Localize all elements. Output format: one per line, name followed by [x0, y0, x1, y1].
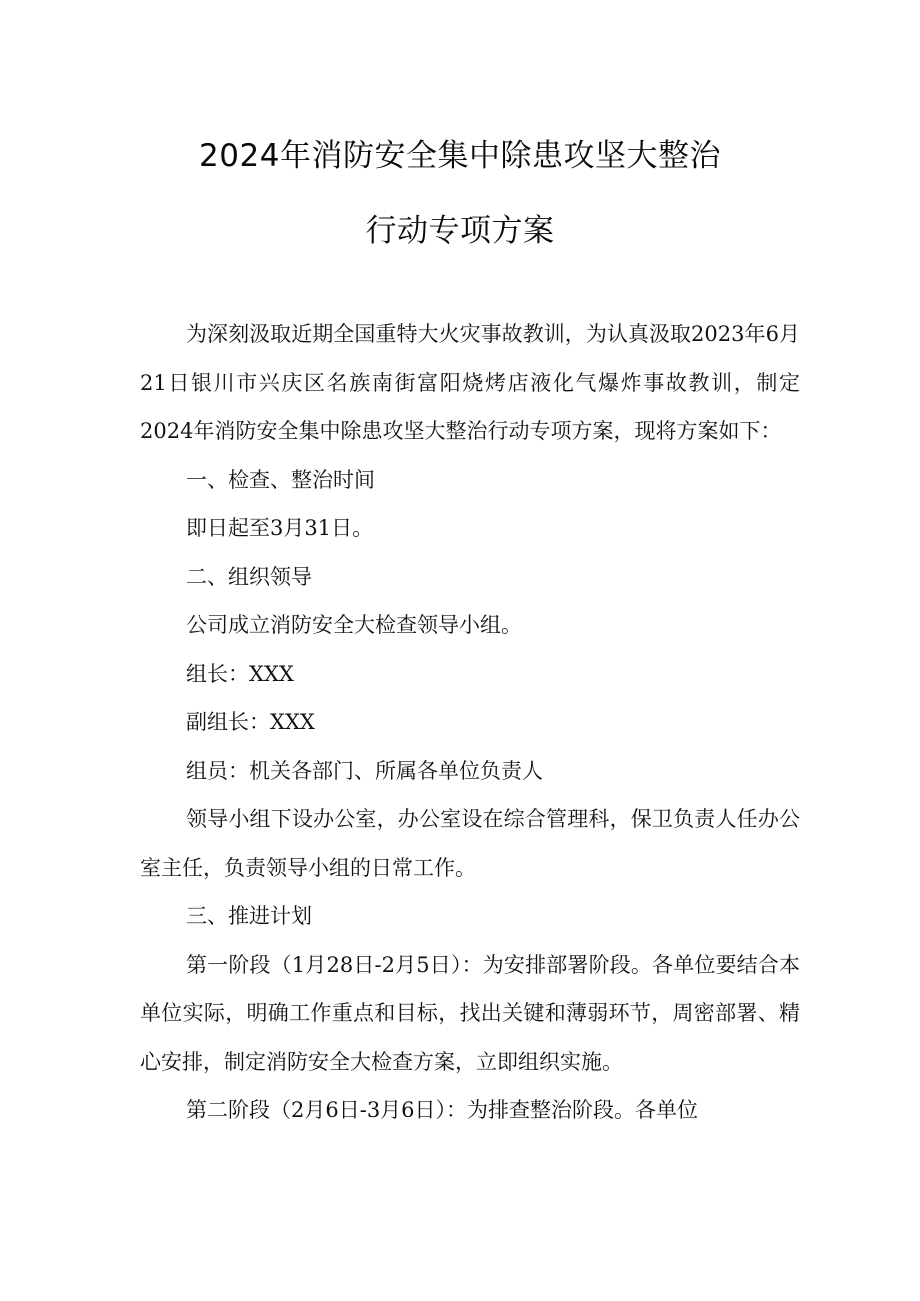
- deputy-leader-line: 副组长：XXX: [186, 710, 315, 734]
- office-paragraph: 领导小组下设办公室，办公室设在综合管理科，保卫负责人任办公室主任，负责领导小组的日常工作。: [140, 807, 800, 880]
- phase-two-paragraph: 第二阶段（2月6日-3月6日）：为排查整治阶段。各单位: [186, 1098, 699, 1122]
- document-title-line-1: 2024年消防安全集中除患攻坚大整治: [199, 138, 721, 174]
- organization-paragraph: 公司成立消防安全大检查领导小组。: [186, 613, 522, 637]
- team-leader-line: 组长：XXX: [186, 661, 294, 686]
- section-heading-schedule: 一、检查、整治时间: [186, 467, 375, 492]
- intro-paragraph: 为深刻汲取近期全国重特大火灾事故教训，为认真汲取2023年6月21日银川市兴庆区名族南街富阳烧烤店液化气爆炸事故教训，制定2024年消防安全集中除患攻坚大整治行动专项方案，现将方案如下：: [140, 322, 800, 443]
- document-title-line-2: 行动专项方案: [365, 213, 555, 249]
- schedule-paragraph: 即日起至3月31日。: [186, 516, 374, 540]
- section-heading-organization: 二、组织领导: [186, 564, 312, 589]
- team-members-line: 组员：机关各部门、所属各单位负责人: [186, 758, 543, 783]
- document-body: [140, 310, 800, 1135]
- section-heading-plan: 三、推进计划: [186, 904, 312, 928]
- phase-one-paragraph: 第一阶段（1月28日-2月5日）：为安排部署阶段。各单位要结合本单位实际，明确工作重点和目标，找出关键和薄弱环节，周密部署、精心安排，制定消防安全大检查方案，立即组织实施。: [140, 952, 800, 1074]
